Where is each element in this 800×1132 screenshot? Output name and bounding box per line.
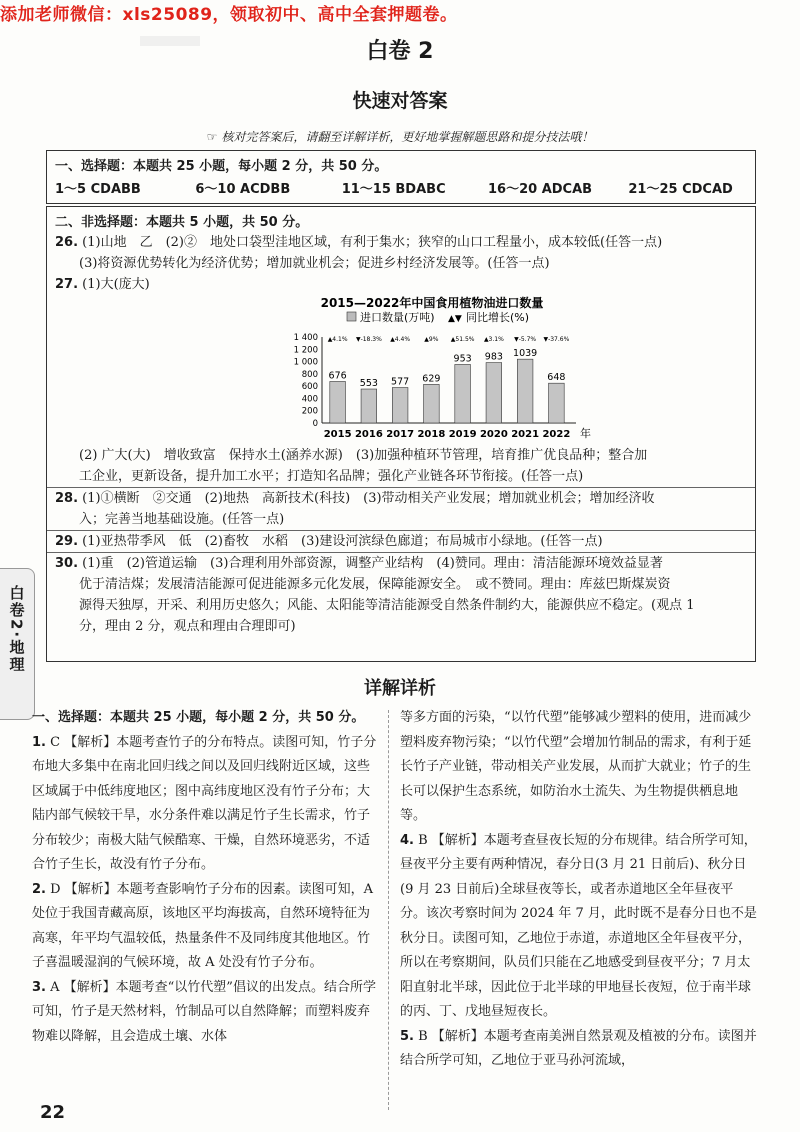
q26-line: (3)将资源优势转化为经济优势；增加就业机会；促进乡村经济发展等。(任答一点)	[79, 256, 550, 271]
bar-value-label: 577	[391, 376, 410, 388]
bar-chart-svg	[272, 295, 592, 445]
q27-line: 工企业，更新设备，提升加工水平；打造知名品牌；强化产业链各环节衔接。(任答一点)	[79, 469, 584, 484]
q30-line: 分，理由 2 分，观点和理由合理即可)	[79, 619, 296, 634]
bar-value-label: 648	[547, 372, 566, 384]
q28-line: 入；完善当地基础设施。(任答一点)	[79, 512, 285, 527]
detail-q1	[32, 731, 380, 878]
legend-line-label: 同比增长(%)	[466, 311, 530, 324]
bar	[455, 364, 471, 423]
pointing-hand-icon: ☞	[206, 130, 218, 144]
growth-label: ▲4.4%	[390, 336, 411, 343]
mcq-answer-row	[47, 176, 755, 199]
y-tick-label: 200	[301, 406, 318, 417]
x-tick-label: 2017	[386, 429, 415, 440]
mcq-group: 6～10 ACDBB	[195, 182, 291, 197]
mcq-header: 一、选择题：本题共 25 小题，每小题 2 分，共 50 分。	[55, 159, 388, 174]
y-tick-label: 0	[312, 419, 318, 429]
x-tick-label: 2020	[479, 429, 508, 440]
q-explanation: B 【解析】本题考查南美洲自然景观及植被的分布。读图并结合所学可知，乙地位于亚马孙河流域，	[400, 1028, 757, 1068]
q-number: 3.	[32, 979, 46, 995]
page-title: 白卷 2	[366, 39, 434, 64]
detail-q3	[32, 976, 380, 1050]
detail-right-column	[400, 706, 758, 1074]
mcq-group: 16～20 ADCAB	[488, 182, 593, 197]
growth-label: ▲4.1%	[327, 336, 348, 343]
q27-text: (1)大(庞大)	[82, 277, 150, 292]
bar	[517, 359, 533, 423]
detail-q2	[32, 878, 380, 976]
q26-number: 26.	[55, 235, 79, 250]
mcq-group: 21～25 CDCAD	[628, 182, 733, 197]
q29-number: 29.	[55, 534, 79, 549]
q29-line	[47, 531, 755, 552]
q28-number: 28.	[55, 491, 79, 506]
section-title-quick-answers: 快速对答案	[352, 90, 448, 112]
x-tick-label: 2018	[417, 429, 446, 440]
bar-value-label: 1039	[513, 348, 538, 360]
legend-bar-swatch	[347, 312, 356, 321]
y-tick-label: 1 200	[293, 345, 318, 356]
x-tick-label: 2016	[354, 429, 383, 440]
bar-value-label: 629	[422, 373, 441, 385]
q-explanation: B 【解析】本题考查昼夜长短的分布规律。结合所学可知，昼夜平分主要有两种情况，春分日(3 月 21 日前后)、秋分日(9 月 23 日前后)全球昼夜等长，或者赤道地区全年昼夜平分。该次考察时间为 2024 年 7 月，此时既不是春分日也不是秋分日。读图可知，乙地位于赤道，赤道地区全年昼夜平分，所以在考察期间，队员们只能在乙地感受到昼夜平分；7 月太阳直射北半球，因此位于北半球的甲地昼长夜短，位于南半球的丙、丁、戊地昼短夜长。	[400, 832, 757, 1019]
q30-text: (1)重 (2)管道运输 (3)合理利用外部资源，调整产业结构 (4)赞同。理由：清洁能源环境效益显著	[82, 556, 663, 571]
bar-value-label: 676	[328, 370, 347, 382]
detail-q5	[400, 1025, 758, 1074]
page-number: 22	[40, 1102, 66, 1123]
bar	[424, 384, 440, 423]
q-number: 5.	[400, 1028, 414, 1044]
column-divider	[388, 710, 389, 1110]
q27-line: (2) 广大(大) 增收致富 保持水土(涵养水源) (3)加强种植环节管理，培育推广优良品种；整合加	[79, 448, 648, 463]
q26-line	[47, 232, 755, 253]
q29-text: (1)亚热带季风 低 (2)畜牧 水稻 (3)建设河滨绿色廊道；布局城市小绿地。(任答一点)	[82, 534, 603, 549]
q30-line	[47, 553, 755, 574]
bar-value-label: 953	[453, 353, 472, 365]
q28-text: (1)①横断 ②交通 (2)地热 高新技术(科技) (3)带动相关产业发展；增加就业机会；增加经济收	[82, 491, 655, 506]
y-tick-label: 1 400	[293, 333, 318, 343]
y-tick-label: 800	[301, 369, 318, 380]
detail-q3-continued	[400, 706, 758, 829]
q30-line: 优于清洁煤；发展清洁能源可促进能源多元化发展，保障能源安全。 或不赞同。理由：库兹巴斯煤炭资	[79, 577, 671, 592]
q-number: 4.	[400, 832, 414, 848]
detail-left-column	[32, 706, 380, 1049]
bar-value-label: 553	[359, 378, 378, 390]
growth-label: ▼-5.7%	[514, 336, 537, 343]
q27-number: 27.	[55, 277, 79, 292]
y-tick-label: 1 000	[293, 357, 318, 368]
bar	[392, 388, 408, 423]
bar	[361, 389, 377, 423]
detail-mcq-header: 一、选择题：本题共 25 小题，每小题 2 分，共 50 分。	[32, 710, 365, 725]
tip-line	[0, 128, 800, 145]
nonmcq-header: 二、非选择题：本题共 5 小题，共 50 分。	[55, 215, 309, 230]
growth-label: ▲51.5%	[450, 336, 475, 343]
x-axis-unit: 年	[580, 427, 591, 440]
q30-number: 30.	[55, 556, 79, 571]
q-number: 1.	[32, 734, 46, 750]
bar	[330, 381, 346, 423]
q-explanation: C 【解析】本题考查竹子的分布特点。读图可知，竹子分布地大多集中在南北回归线之间以及回归线附近区域，这些区域属于中低纬度地区；图中高纬度地区没有竹子分布；大陆内部气候较干旱，水分条件难以满足竹子生长需求，竹子分布较少；南极大陆气候酷寒、干燥，自然环境恶劣，不适合竹子生长，故没有竹子分布。	[32, 734, 377, 872]
q27-line	[47, 274, 755, 295]
watermark-text: 添加老师微信：xls25089，领取初中、高中全套押题卷。	[0, 5, 458, 25]
q-explanation: 等多方面的污染，“以竹代塑”能够减少塑料的使用，进而减少塑料废弃物污染；“以竹代塑”会增加竹制品的需求，有利于延长竹子产业链，带动相关产业发展，从而扩大就业；竹子的生长可以保护生态系统，如防治水土流失、为生物提供栖息地等。	[400, 710, 752, 823]
mcq-answer-box	[46, 150, 756, 204]
q28-line	[47, 488, 755, 509]
growth-label: ▲3.1%	[483, 336, 504, 343]
nonmcq-answer-box	[46, 206, 756, 662]
section-title-detailed: 详解详析	[364, 678, 436, 699]
q30-line: 源得天独厚，开采、利用历史悠久；风能、太阳能等清洁能源受自然条件制约大，能源供应不稳定。(观点 1	[79, 598, 695, 613]
x-tick-label: 2019	[448, 429, 477, 440]
import-chart	[272, 295, 592, 445]
bar	[486, 363, 502, 423]
legend-line-marker: ▲▼	[448, 314, 462, 324]
chart-title: 2015—2022年中国食用植物油进口数量	[320, 296, 544, 310]
bar-value-label: 983	[484, 351, 503, 363]
y-tick-label: 600	[301, 382, 318, 393]
growth-label: ▼-18.3%	[355, 336, 382, 343]
q-number: 2.	[32, 881, 46, 897]
q-explanation: D 【解析】本题考查影响竹子分布的因素。读图可知，A 处位于我国青藏高原，该地区平均海拔高，自然环境特征为高寒，年平均气温较低，热量条件不及同纬度其他地区。竹子喜温暖湿润的气候环境，故 A 处没有竹子分布。	[32, 881, 374, 970]
x-tick-label: 2022	[542, 429, 571, 440]
legend-bar-label: 进口数量(万吨)	[360, 311, 435, 324]
y-tick-label: 400	[301, 394, 318, 405]
q26-text: (1)山地 乙 (2)② 地处口袋型洼地区域，有利于集水；狭窄的山口工程量小，成本较低(任答一点)	[82, 235, 663, 250]
growth-label: ▼-37.6%	[543, 336, 570, 343]
detail-q4	[400, 829, 758, 1025]
q-explanation: A 【解析】本题考查“以竹代塑”倡议的出发点。结合所学可知，竹子是天然材料，竹制品可以自然降解；而塑料废弃物难以降解，且会造成土壤、水体	[32, 979, 376, 1044]
mcq-group: 1～5 CDABB	[55, 182, 141, 197]
growth-label: ▲9%	[424, 336, 439, 343]
mcq-group: 11～15 BDABC	[341, 182, 446, 197]
bar	[549, 383, 565, 423]
x-tick-label: 2015	[323, 429, 352, 440]
tip-text: 核对完答案后，请翻至详解详析，更好地掌握解题思路和提分技法哦！	[221, 130, 594, 144]
x-tick-label: 2021	[511, 429, 540, 440]
side-tab-label: 白卷2·地理	[7, 585, 26, 674]
